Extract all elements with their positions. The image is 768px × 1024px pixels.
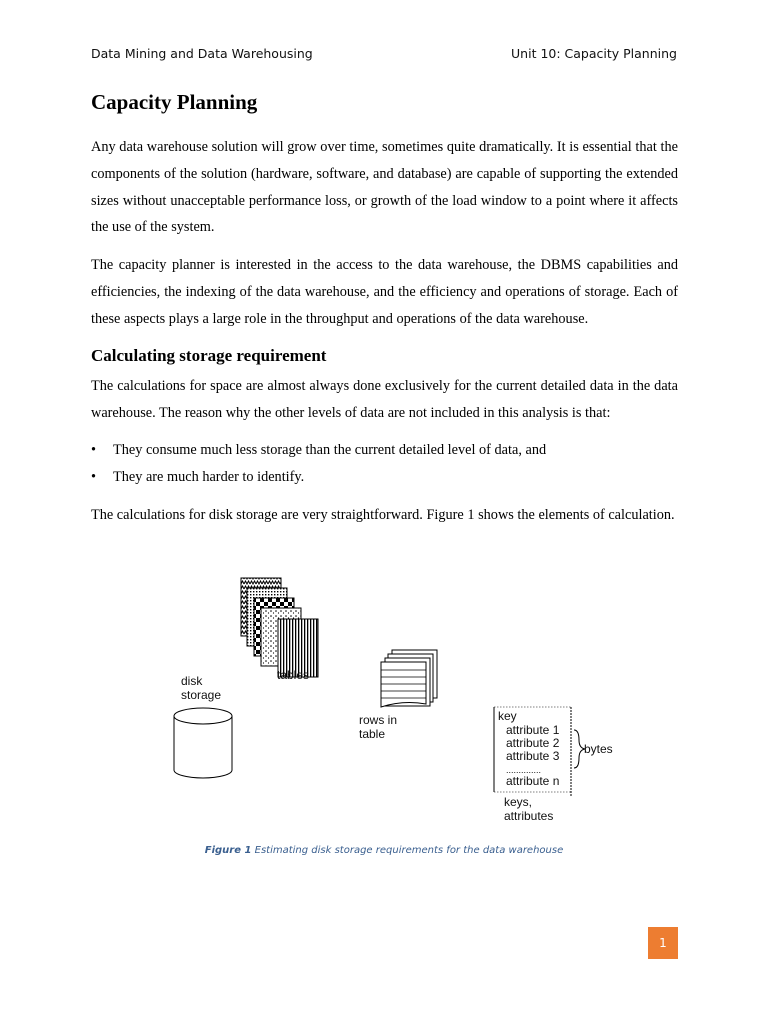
bullet-list [91,437,678,491]
running-header-left: Data Mining and Data Warehousing [91,46,313,61]
rows-in-table-label-line1: rows in [359,713,398,727]
record-field-attribute: attribute n [506,774,560,788]
record-field-attribute: attribute 2 [506,736,560,750]
page-number-badge: 1 [648,927,678,959]
record-field-ellipsis: .............. [506,765,542,775]
paragraph-intro: Any data warehouse solution will grow over time, sometimes quite dramatically. It is essential that the components of the solution (hardware, software, and database) are capable of supporting the extended sizes without unacceptable performance loss, or growth of the load window to a point where it affects the use of the system. [91,139,678,236]
figure-caption-label: Figure 1 [204,845,252,856]
bullet-item: • They consume much less storage than the current detailed level of data, and [91,437,678,464]
rows-in-table-label-line2: table [359,727,386,741]
bytes-label: bytes [584,742,613,756]
tables-label: tables [277,668,310,682]
rows-in-table-icon [381,650,437,707]
disk-cylinder-icon [174,708,232,778]
page-title: Capacity Planning [91,90,258,114]
figure-caption [0,845,768,856]
paragraph-calculations: The calculations for space are almost always done exclusively for the current detailed data in the data warehouse. The reason why the other levels of data are not included in this analysis is that: [91,378,678,421]
keys-attributes-label-line1: keys, [504,795,533,809]
paragraph-disk-storage: The calculations for disk storage are very straightforward. Figure 1 shows the elements of calculation. [91,507,675,523]
disk-storage-label-line1: disk [181,674,203,688]
keys-attributes-label-line2: attributes [504,809,554,823]
running-header-right: Unit 10: Capacity Planning [511,46,677,61]
section-heading: Calculating storage requirement [91,346,327,365]
record-field-key: key [498,709,517,723]
paragraph-capacity-planner: The capacity planner is interested in the access to the data warehouse, the DBMS capabilities and efficiencies, the indexing of the data warehouse, and the efficiency and operations of storage. Each of these aspects plays a large role in the throughput and operations of the data warehouse. [91,257,678,327]
record-field-attribute: attribute 1 [506,723,560,737]
disk-storage-label-line2: storage [181,688,222,702]
tables-stack-icon [241,578,318,677]
figure-caption-text: Estimating disk storage requirements for the data warehouse [251,845,564,856]
figure-disk-storage-diagram [160,570,630,835]
bullet-item: • They are much harder to identify. [91,464,678,491]
record-field-attribute: attribute 3 [506,749,560,763]
